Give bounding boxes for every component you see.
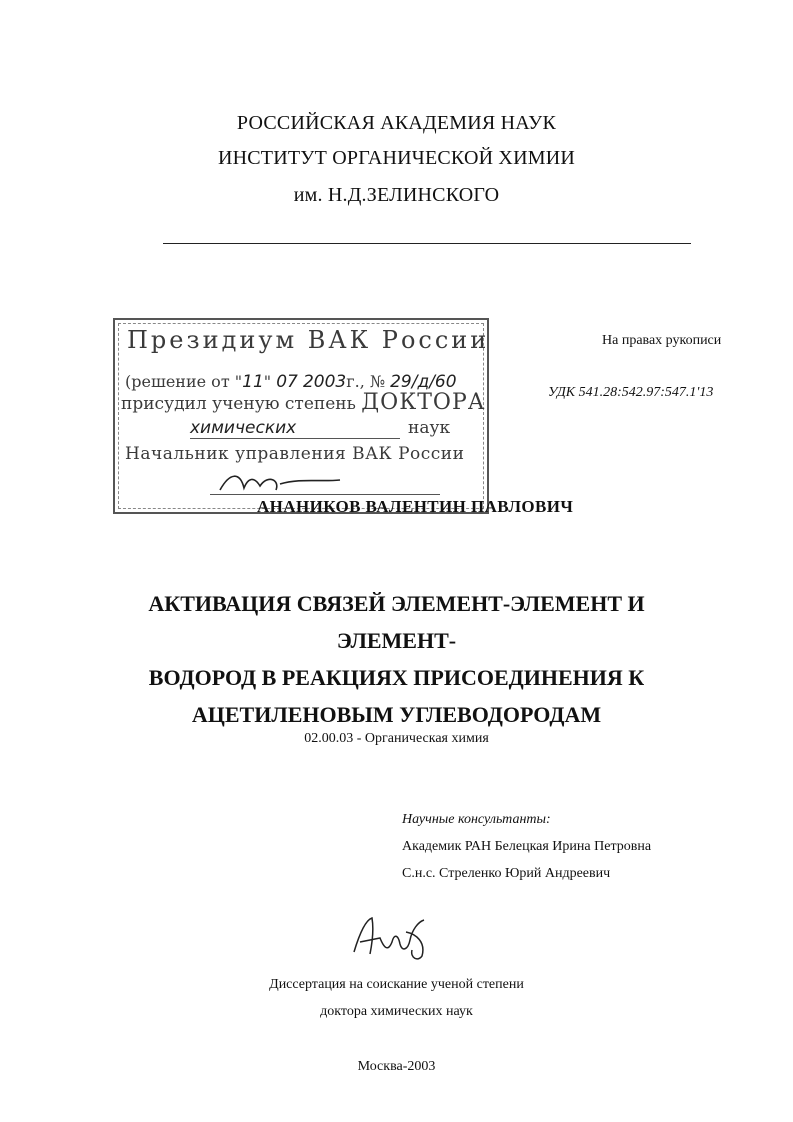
stamp-science-line bbox=[190, 418, 450, 439]
stamp-science-word: наук bbox=[408, 418, 451, 438]
stamp-signature-line bbox=[210, 470, 440, 495]
stamp-decision-number: 29/д/60 bbox=[390, 372, 457, 392]
place-year: Москва-2003 bbox=[357, 1059, 436, 1074]
dissertation-title bbox=[100, 585, 693, 733]
consultants-heading: Научные консультанты: bbox=[402, 812, 551, 827]
institute-name: ИНСТИТУТ ОРГАНИЧЕСКОЙ ХИМИИ bbox=[217, 147, 575, 169]
consultant-first: Академик РАН Белецкая Ирина Петровна bbox=[402, 839, 652, 854]
stamp-decision-month: 07 bbox=[276, 372, 298, 392]
title-line: ВОДОРОД В РЕАКЦИЯХ ПРИСОЕДИНЕНИЯ К bbox=[148, 665, 645, 690]
stamp-decision-label: (решение от bbox=[125, 372, 230, 391]
stamp-chief: Начальник управления ВАК России bbox=[125, 444, 465, 464]
title-line: АКТИВАЦИЯ СВЯЗЕЙ ЭЛЕМЕНТ-ЭЛЕМЕНТ И ЭЛЕМЕНТ- bbox=[148, 591, 645, 653]
stamp-decision-day: 11 bbox=[242, 372, 264, 392]
author-signature-icon bbox=[346, 912, 436, 962]
stamp-decision: (решение от "11" 07 2003г., № 29/д/60 bbox=[125, 372, 457, 392]
specialty: 02.00.03 - Органическая химия bbox=[304, 731, 489, 746]
dissertation-line2: доктора химических наук bbox=[320, 1004, 473, 1019]
stamp-degree-text: присудил ученую степень bbox=[121, 394, 356, 414]
manuscript-rights: На правах рукописи bbox=[602, 333, 722, 348]
author-name: АНАНИКОВ ВАЛЕНТИН ПАВЛОВИЧ bbox=[257, 497, 574, 516]
stamp-science-field: химических bbox=[190, 418, 297, 438]
stamp-title: Президиум ВАК России bbox=[127, 326, 490, 354]
consultant-second: С.н.с. Стреленко Юрий Андреевич bbox=[402, 866, 611, 881]
dissertation-line1: Диссертация на соискание ученой степени bbox=[269, 977, 524, 992]
vak-stamp bbox=[113, 318, 489, 514]
header-divider bbox=[163, 243, 691, 244]
institute-named-after: им. Н.Д.ЗЕЛИНСКОГО bbox=[293, 184, 500, 206]
title-line: АЦЕТИЛЕНОВЫМ УГЛЕВОДОРОДАМ bbox=[191, 702, 602, 727]
udk-code: УДК 541.28:542.97:547.1'13 bbox=[548, 385, 714, 400]
stamp-year-suffix: г., № bbox=[346, 372, 385, 391]
stamp-degree: ДОКТОРА bbox=[361, 390, 486, 415]
stamp-degree-line bbox=[121, 390, 485, 415]
academy-name: РОССИЙСКАЯ АКАДЕМИЯ НАУК bbox=[236, 112, 557, 134]
stamp-decision-year: 2003 bbox=[302, 372, 347, 392]
stamp-signature-icon bbox=[210, 470, 440, 494]
